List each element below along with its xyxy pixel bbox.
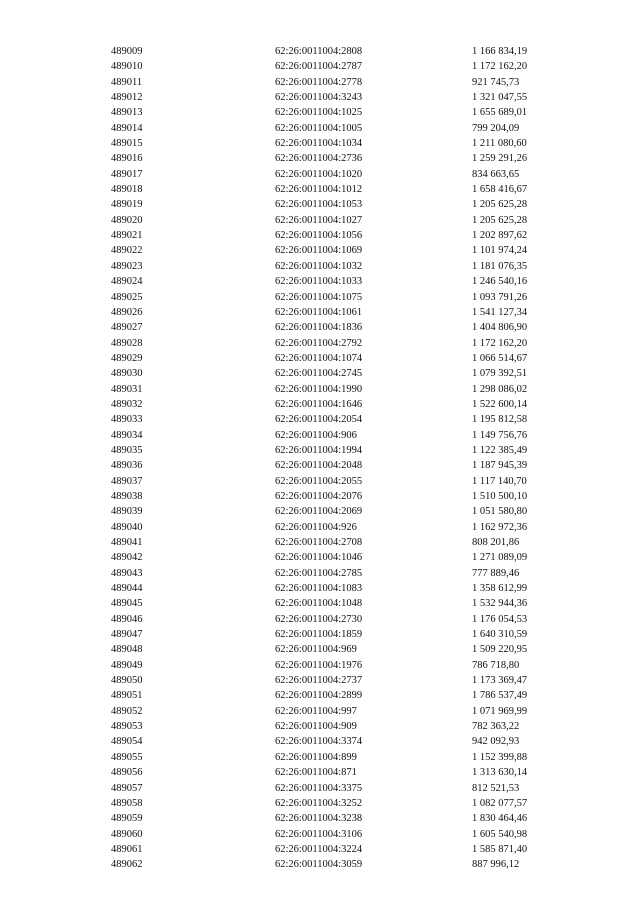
cadastral-number-cell: 62:26:0011004:926 bbox=[275, 521, 357, 533]
cadastral-number-cell: 62:26:0011004:2787 bbox=[275, 61, 363, 73]
table-row bbox=[0, 796, 640, 811]
cadastral-value-cell: 1 205 625,28 bbox=[472, 199, 528, 211]
row-id-cell: 489032 bbox=[111, 398, 143, 410]
cadastral-value-cell: 1 066 514,67 bbox=[472, 352, 528, 364]
row-id-cell: 489033 bbox=[111, 414, 143, 426]
row-id-cell: 489013 bbox=[111, 107, 143, 119]
cadastral-number-cell: 62:26:0011004:2708 bbox=[275, 537, 363, 548]
cadastral-value-cell: 1 786 537,49 bbox=[472, 690, 528, 702]
cadastral-value-cell: 942 092,93 bbox=[472, 736, 520, 748]
cadastral-number-cell: 62:26:0011004:3374 bbox=[275, 736, 363, 748]
row-id-cell: 489041 bbox=[111, 537, 143, 548]
cadastral-value-cell: 1 522 600,14 bbox=[472, 398, 528, 410]
cadastral-value-cell: 1 358 612,99 bbox=[472, 583, 528, 595]
row-id-cell: 489054 bbox=[111, 736, 143, 748]
table-row bbox=[0, 842, 640, 857]
cadastral-number-cell: 62:26:0011004:2899 bbox=[275, 690, 363, 702]
row-id-cell: 489059 bbox=[111, 813, 143, 825]
cadastral-number-cell: 62:26:0011004:997 bbox=[275, 705, 357, 717]
row-id-cell: 489052 bbox=[111, 705, 143, 717]
cadastral-number-cell: 62:26:0011004:3224 bbox=[275, 843, 363, 855]
row-id-cell: 489048 bbox=[111, 644, 143, 656]
row-id-cell: 489044 bbox=[111, 583, 143, 595]
table-row bbox=[0, 351, 640, 366]
row-id-cell: 489055 bbox=[111, 751, 143, 763]
cadastral-value-cell: 1 195 812,58 bbox=[472, 414, 528, 426]
table-row bbox=[0, 182, 640, 197]
row-id-cell: 489037 bbox=[111, 475, 143, 487]
row-id-cell: 489021 bbox=[111, 230, 143, 242]
cadastral-number-cell: 62:26:0011004:1032 bbox=[275, 260, 363, 272]
table-row bbox=[0, 274, 640, 289]
cadastral-value-cell: 1 655 689,01 bbox=[472, 107, 528, 119]
cadastral-number-cell: 62:26:0011004:2736 bbox=[275, 153, 363, 165]
cadastral-number-cell: 62:26:0011004:2069 bbox=[275, 506, 363, 518]
cadastral-value-cell: 921 745,73 bbox=[472, 76, 520, 88]
row-id-cell: 489010 bbox=[111, 61, 143, 73]
row-id-cell: 489050 bbox=[111, 675, 143, 687]
cadastral-value-cell: 1 166 834,19 bbox=[472, 46, 528, 57]
cadastral-number-cell: 62:26:0011004:1061 bbox=[275, 306, 363, 318]
cadastral-number-cell: 62:26:0011004:3238 bbox=[275, 813, 363, 825]
cadastral-number-cell: 62:26:0011004:1053 bbox=[275, 199, 363, 211]
row-id-cell: 489051 bbox=[111, 690, 143, 702]
table-row bbox=[0, 382, 640, 397]
table-row bbox=[0, 228, 640, 243]
cadastral-number-cell: 62:26:0011004:3243 bbox=[275, 92, 363, 104]
table-row bbox=[0, 627, 640, 642]
cadastral-number-cell: 62:26:0011004:1027 bbox=[275, 214, 363, 226]
cadastral-number-cell: 62:26:0011004:3059 bbox=[275, 859, 363, 871]
row-id-cell: 489045 bbox=[111, 598, 143, 610]
table-row bbox=[0, 397, 640, 412]
cadastral-value-cell: 1 202 897,62 bbox=[472, 230, 528, 242]
table-row bbox=[0, 167, 640, 182]
cadastral-value-cell: 1 205 625,28 bbox=[472, 214, 528, 226]
row-id-cell: 489060 bbox=[111, 828, 143, 840]
row-id-cell: 489042 bbox=[111, 552, 143, 564]
cadastral-number-cell: 62:26:0011004:1056 bbox=[275, 230, 363, 242]
table-row bbox=[0, 581, 640, 596]
table-row bbox=[0, 320, 640, 335]
cadastral-number-cell: 62:26:0011004:2745 bbox=[275, 368, 363, 380]
row-id-cell: 489062 bbox=[111, 859, 143, 871]
cadastral-value-cell: 808 201,86 bbox=[472, 537, 520, 548]
cadastral-number-cell: 62:26:0011004:871 bbox=[275, 767, 357, 779]
table-row bbox=[0, 213, 640, 228]
cadastral-number-cell: 62:26:0011004:2054 bbox=[275, 414, 363, 426]
row-id-cell: 489023 bbox=[111, 260, 143, 272]
table-row bbox=[0, 443, 640, 458]
row-id-cell: 489047 bbox=[111, 629, 143, 641]
table-row bbox=[0, 535, 640, 550]
table-row bbox=[0, 197, 640, 212]
cadastral-number-cell: 62:26:0011004:1069 bbox=[275, 245, 363, 257]
row-id-cell: 489019 bbox=[111, 199, 143, 211]
cadastral-number-cell: 62:26:0011004:969 bbox=[275, 644, 357, 656]
row-id-cell: 489036 bbox=[111, 460, 143, 472]
cadastral-number-cell: 62:26:0011004:1859 bbox=[275, 629, 363, 641]
table-row bbox=[0, 474, 640, 489]
row-id-cell: 489025 bbox=[111, 291, 143, 303]
cadastral-number-cell: 62:26:0011004:1048 bbox=[275, 598, 363, 610]
table-row bbox=[0, 658, 640, 673]
cadastral-number-cell: 62:26:0011004:2076 bbox=[275, 490, 363, 502]
row-id-cell: 489022 bbox=[111, 245, 143, 257]
table-row bbox=[0, 765, 640, 780]
table-row bbox=[0, 566, 640, 581]
cadastral-number-cell: 62:26:0011004:2808 bbox=[275, 46, 363, 57]
cadastral-value-cell: 1 187 945,39 bbox=[472, 460, 528, 472]
cadastral-number-cell: 62:26:0011004:1074 bbox=[275, 352, 363, 364]
cadastral-value-cell: 1 509 220,95 bbox=[472, 644, 528, 656]
cadastral-value-cell: 1 172 162,20 bbox=[472, 337, 528, 349]
cadastral-number-cell: 62:26:0011004:2778 bbox=[275, 76, 363, 88]
cadastral-value-cell: 1 082 077,57 bbox=[472, 797, 528, 809]
table-row bbox=[0, 719, 640, 734]
cadastral-value-cell: 1 071 969,99 bbox=[472, 705, 528, 717]
cadastral-value-cell: 1 313 630,14 bbox=[472, 767, 528, 779]
cadastral-number-cell: 62:26:0011004:1646 bbox=[275, 398, 363, 410]
cadastral-number-cell: 62:26:0011004:1976 bbox=[275, 659, 363, 671]
cadastral-number-cell: 62:26:0011004:1990 bbox=[275, 383, 363, 395]
cadastral-number-cell: 62:26:0011004:1020 bbox=[275, 168, 363, 180]
table-row bbox=[0, 688, 640, 703]
cadastral-value-cell: 1 658 416,67 bbox=[472, 184, 528, 196]
table-row bbox=[0, 673, 640, 688]
cadastral-value-cell: 1 541 127,34 bbox=[472, 306, 528, 318]
cadastral-value-cell: 1 149 756,76 bbox=[472, 429, 528, 441]
table-row bbox=[0, 412, 640, 427]
table-row bbox=[0, 105, 640, 120]
cadastral-value-cell: 834 663,65 bbox=[472, 168, 520, 180]
cadastral-value-cell: 1 510 500,10 bbox=[472, 490, 528, 502]
cadastral-value-cell: 1 532 944,36 bbox=[472, 598, 528, 610]
cadastral-number-cell: 62:26:0011004:1836 bbox=[275, 322, 363, 334]
table-row bbox=[0, 550, 640, 565]
cadastral-value-cell: 782 363,22 bbox=[472, 721, 520, 733]
table-row bbox=[0, 428, 640, 443]
cadastral-number-cell: 62:26:0011004:1012 bbox=[275, 184, 363, 196]
cadastral-value-cell: 1 152 399,88 bbox=[472, 751, 528, 763]
cadastral-value-cell: 1 271 089,09 bbox=[472, 552, 528, 564]
cadastral-number-cell: 62:26:0011004:2737 bbox=[275, 675, 363, 687]
table-row bbox=[0, 151, 640, 166]
cadastral-value-cell: 1 162 972,36 bbox=[472, 521, 528, 533]
cadastral-number-cell: 62:26:0011004:3252 bbox=[275, 797, 363, 809]
cadastral-value-cell: 1 211 080,60 bbox=[472, 138, 527, 150]
table-row bbox=[0, 136, 640, 151]
row-id-cell: 489029 bbox=[111, 352, 143, 364]
cadastral-value-cell: 1 259 291,26 bbox=[472, 153, 528, 165]
cadastral-value-cell: 1 093 791,26 bbox=[472, 291, 528, 303]
table-row bbox=[0, 75, 640, 90]
cadastral-number-cell: 62:26:0011004:2792 bbox=[275, 337, 363, 349]
cadastral-value-cell: 777 889,46 bbox=[472, 567, 520, 579]
row-id-cell: 489031 bbox=[111, 383, 143, 395]
row-id-cell: 489024 bbox=[111, 276, 143, 288]
cadastral-number-cell: 62:26:0011004:1025 bbox=[275, 107, 363, 119]
cadastral-number-cell: 62:26:0011004:3106 bbox=[275, 828, 363, 840]
cadastral-number-cell: 62:26:0011004:2785 bbox=[275, 567, 363, 579]
cadastral-value-cell: 799 204,09 bbox=[472, 122, 520, 134]
table-row bbox=[0, 243, 640, 258]
row-id-cell: 489018 bbox=[111, 184, 143, 196]
cadastral-number-cell: 62:26:0011004:899 bbox=[275, 751, 357, 763]
table-row bbox=[0, 704, 640, 719]
cadastral-number-cell: 62:26:0011004:3375 bbox=[275, 782, 363, 794]
table-row bbox=[0, 612, 640, 627]
cadastral-number-cell: 62:26:0011004:2730 bbox=[275, 613, 363, 625]
row-id-cell: 489058 bbox=[111, 797, 143, 809]
table-row bbox=[0, 520, 640, 535]
table-row bbox=[0, 44, 640, 59]
row-id-cell: 489039 bbox=[111, 506, 143, 518]
row-id-cell: 489035 bbox=[111, 444, 143, 456]
row-id-cell: 489061 bbox=[111, 843, 143, 855]
table-row bbox=[0, 290, 640, 305]
row-id-cell: 489040 bbox=[111, 521, 143, 533]
table-row bbox=[0, 827, 640, 842]
table-row bbox=[0, 458, 640, 473]
cadastral-number-cell: 62:26:0011004:1034 bbox=[275, 138, 363, 150]
cadastral-value-cell: 1 321 047,55 bbox=[472, 92, 528, 104]
cadastral-number-cell: 62:26:0011004:1005 bbox=[275, 122, 363, 134]
cadastral-number-cell: 62:26:0011004:1994 bbox=[275, 444, 363, 456]
row-id-cell: 489043 bbox=[111, 567, 143, 579]
cadastral-number-cell: 62:26:0011004:1083 bbox=[275, 583, 363, 595]
row-id-cell: 489053 bbox=[111, 721, 143, 733]
cadastral-value-cell: 1 122 385,49 bbox=[472, 444, 528, 456]
row-id-cell: 489009 bbox=[111, 46, 143, 57]
cadastral-value-cell: 887 996,12 bbox=[472, 859, 520, 871]
cadastral-number-cell: 62:26:0011004:1033 bbox=[275, 276, 363, 288]
cadastral-value-cell: 1 585 871,40 bbox=[472, 843, 528, 855]
table-row bbox=[0, 366, 640, 381]
row-id-cell: 489028 bbox=[111, 337, 143, 349]
table-row bbox=[0, 489, 640, 504]
cadastral-number-cell: 62:26:0011004:2055 bbox=[275, 475, 363, 487]
cadastral-value-cell: 1 181 076,35 bbox=[472, 260, 528, 272]
cadastral-value-cell: 1 173 369,47 bbox=[472, 675, 528, 687]
cadastral-value-table bbox=[0, 44, 640, 873]
row-id-cell: 489049 bbox=[111, 659, 143, 671]
table-row bbox=[0, 259, 640, 274]
row-id-cell: 489026 bbox=[111, 306, 143, 318]
cadastral-value-cell: 812 521,53 bbox=[472, 782, 520, 794]
cadastral-value-cell: 1 246 540,16 bbox=[472, 276, 528, 288]
cadastral-value-cell: 1 605 540,98 bbox=[472, 828, 528, 840]
cadastral-value-cell: 1 640 310,59 bbox=[472, 629, 528, 641]
cadastral-value-cell: 1 176 054,53 bbox=[472, 613, 528, 625]
row-id-cell: 489030 bbox=[111, 368, 143, 380]
table-row bbox=[0, 504, 640, 519]
row-id-cell: 489016 bbox=[111, 153, 143, 165]
row-id-cell: 489057 bbox=[111, 782, 143, 794]
table-row bbox=[0, 90, 640, 105]
row-id-cell: 489038 bbox=[111, 490, 143, 502]
cadastral-value-cell: 1 079 392,51 bbox=[472, 368, 528, 380]
row-id-cell: 489027 bbox=[111, 322, 143, 334]
table-row bbox=[0, 811, 640, 826]
table-row bbox=[0, 781, 640, 796]
cadastral-number-cell: 62:26:0011004:2048 bbox=[275, 460, 363, 472]
table-row bbox=[0, 642, 640, 657]
row-id-cell: 489046 bbox=[111, 613, 143, 625]
table-row bbox=[0, 336, 640, 351]
cadastral-value-cell: 1 404 806,90 bbox=[472, 322, 528, 334]
cadastral-number-cell: 62:26:0011004:906 bbox=[275, 429, 357, 441]
table-row bbox=[0, 305, 640, 320]
cadastral-number-cell: 62:26:0011004:909 bbox=[275, 721, 357, 733]
table-row bbox=[0, 596, 640, 611]
row-id-cell: 489011 bbox=[111, 76, 143, 88]
cadastral-value-cell: 1 298 086,02 bbox=[472, 383, 528, 395]
cadastral-number-cell: 62:26:0011004:1075 bbox=[275, 291, 363, 303]
table-row bbox=[0, 59, 640, 74]
cadastral-value-cell: 1 172 162,20 bbox=[472, 61, 528, 73]
row-id-cell: 489017 bbox=[111, 168, 143, 180]
row-id-cell: 489020 bbox=[111, 214, 143, 226]
cadastral-value-cell: 1 117 140,70 bbox=[472, 475, 527, 487]
table-row bbox=[0, 121, 640, 136]
row-id-cell: 489012 bbox=[111, 92, 143, 104]
row-id-cell: 489014 bbox=[111, 122, 143, 134]
table-row bbox=[0, 857, 640, 872]
row-id-cell: 489034 bbox=[111, 429, 143, 441]
row-id-cell: 489015 bbox=[111, 138, 143, 150]
table-row bbox=[0, 750, 640, 765]
cadastral-value-cell: 786 718,80 bbox=[472, 659, 520, 671]
cadastral-value-cell: 1 101 974,24 bbox=[472, 245, 528, 257]
table-row bbox=[0, 734, 640, 749]
row-id-cell: 489056 bbox=[111, 767, 143, 779]
cadastral-number-cell: 62:26:0011004:1046 bbox=[275, 552, 363, 564]
cadastral-value-cell: 1 051 580,80 bbox=[472, 506, 528, 518]
cadastral-value-cell: 1 830 464,46 bbox=[472, 813, 528, 825]
